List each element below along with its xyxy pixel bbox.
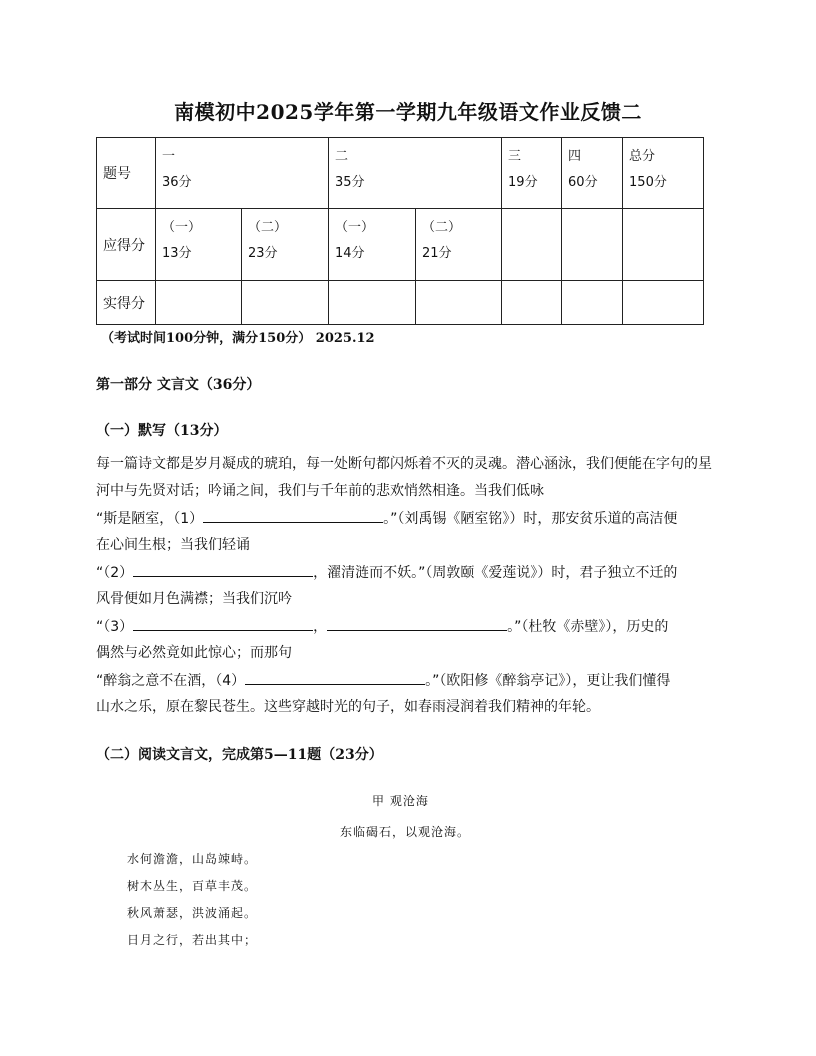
cell-part: 总分 <box>629 149 656 164</box>
passage-text: ，濯清涟而不妖。”（周敦颐《爱莲说》）时，君子独立不迁的 <box>313 565 678 581</box>
poem-line: 日月之行，若出其中； <box>127 933 258 947</box>
table-row <box>97 138 704 209</box>
answer-blank-4[interactable] <box>245 671 425 685</box>
cell-part: （二） <box>422 220 462 235</box>
answer-blank-2[interactable] <box>133 563 313 577</box>
table-row <box>97 209 704 281</box>
poem-line: 秋风萧瑟，洪波涌起。 <box>127 906 258 920</box>
passage-line: 偶然与必然竟如此惊心；而那句 <box>96 645 292 661</box>
passage-line <box>96 509 720 528</box>
answer-blank-3b[interactable] <box>327 617 507 631</box>
passage-text: ， <box>313 619 328 635</box>
table-cell <box>502 138 562 209</box>
table-cell <box>416 209 502 281</box>
passage-text: “（2） <box>96 565 134 581</box>
row-label: 实得分 <box>97 281 156 325</box>
passage-line: 河中与先贤对话；吟诵之间，我们与千年前的悲欢悄然相逢。当我们低咏 <box>96 483 544 499</box>
passage-line <box>96 617 720 636</box>
passage-text: 。”（欧阳修《醉翁亭记》），更让我们懂得 <box>425 673 671 689</box>
score-entry-cell[interactable] <box>329 281 416 325</box>
cell-part: 三 <box>508 149 522 164</box>
passage-line: 风骨便如月色满襟；当我们沉吟 <box>96 591 292 607</box>
cell-part: 二 <box>335 149 349 164</box>
cell-points: 150分 <box>629 175 667 190</box>
answer-blank-1[interactable] <box>203 509 383 523</box>
cell-points: 60分 <box>568 175 598 190</box>
table-cell <box>562 209 623 281</box>
cell-part: （一） <box>162 220 202 235</box>
table-cell <box>329 209 416 281</box>
table-cell <box>623 209 704 281</box>
table-cell <box>242 209 329 281</box>
cell-part: 四 <box>568 149 582 164</box>
poem-line: 水何澹澹，山岛竦峙。 <box>127 852 258 866</box>
table-cell <box>562 138 623 209</box>
poem-line: 东临碣石，以观沧海。 <box>340 825 471 839</box>
cell-part: （一） <box>335 220 375 235</box>
score-entry-cell[interactable] <box>502 281 562 325</box>
score-table <box>96 137 704 325</box>
table-cell <box>623 138 704 209</box>
cell-points: 13分 <box>162 246 192 261</box>
cell-points: 23分 <box>248 246 278 261</box>
cell-part: 一 <box>162 149 176 164</box>
page-title: 南模初中2025学年第一学期九年级语文作业反馈二 <box>174 100 642 124</box>
cell-points: 19分 <box>508 175 538 190</box>
score-entry-cell[interactable] <box>562 281 623 325</box>
poem-line: 树木丛生，百草丰茂。 <box>127 879 258 893</box>
passage-line <box>96 671 720 690</box>
table-cell <box>156 209 242 281</box>
cell-points: 35分 <box>335 175 365 190</box>
table-row <box>97 281 704 325</box>
passage-line: 山水之乐，原在黎民苍生。这些穿越时光的句子，如春雨浸润着我们精神的年轮。 <box>96 699 600 715</box>
score-entry-cell[interactable] <box>242 281 329 325</box>
score-entry-cell[interactable] <box>156 281 242 325</box>
cell-points: 36分 <box>162 175 192 190</box>
cell-points: 14分 <box>335 246 365 261</box>
score-entry-cell[interactable] <box>623 281 704 325</box>
passage-line: 在心间生根；当我们轻诵 <box>96 537 250 553</box>
passage-line <box>96 563 720 582</box>
passage-text: 。”（杜牧《赤壁》），历史的 <box>507 619 669 635</box>
passage-line: 每一篇诗文都是岁月凝成的琥珀，每一处断句都闪烁着不灭的灵魂。潜心涵泳，我们便能在字句的星 <box>96 456 712 472</box>
row-label: 应得分 <box>97 209 156 281</box>
passage-text: “（3） <box>96 619 134 635</box>
table-cell <box>502 209 562 281</box>
passage-text: “斯是陋室，（1） <box>96 511 204 527</box>
passage-text: “醉翁之意不在酒，（4） <box>96 673 246 689</box>
answer-blank-3a[interactable] <box>133 617 313 631</box>
cell-part: （二） <box>248 220 288 235</box>
section-heading: （一）默写（13分） <box>96 423 228 439</box>
section-heading: （二）阅读文言文，完成第5—11题（23分） <box>96 747 383 763</box>
exam-note: （考试时间100分钟，满分150分） 2025.12 <box>101 331 375 346</box>
table-cell <box>156 138 329 209</box>
row-label: 题号 <box>97 138 156 209</box>
poem-title: 甲 观沧海 <box>372 794 429 808</box>
part-heading: 第一部分 文言文（36分） <box>96 377 261 393</box>
table-cell <box>329 138 502 209</box>
passage-text: 。”（刘禹锡《陋室铭》）时，那安贫乐道的高洁便 <box>383 511 678 527</box>
score-entry-cell[interactable] <box>416 281 502 325</box>
cell-points: 21分 <box>422 246 452 261</box>
